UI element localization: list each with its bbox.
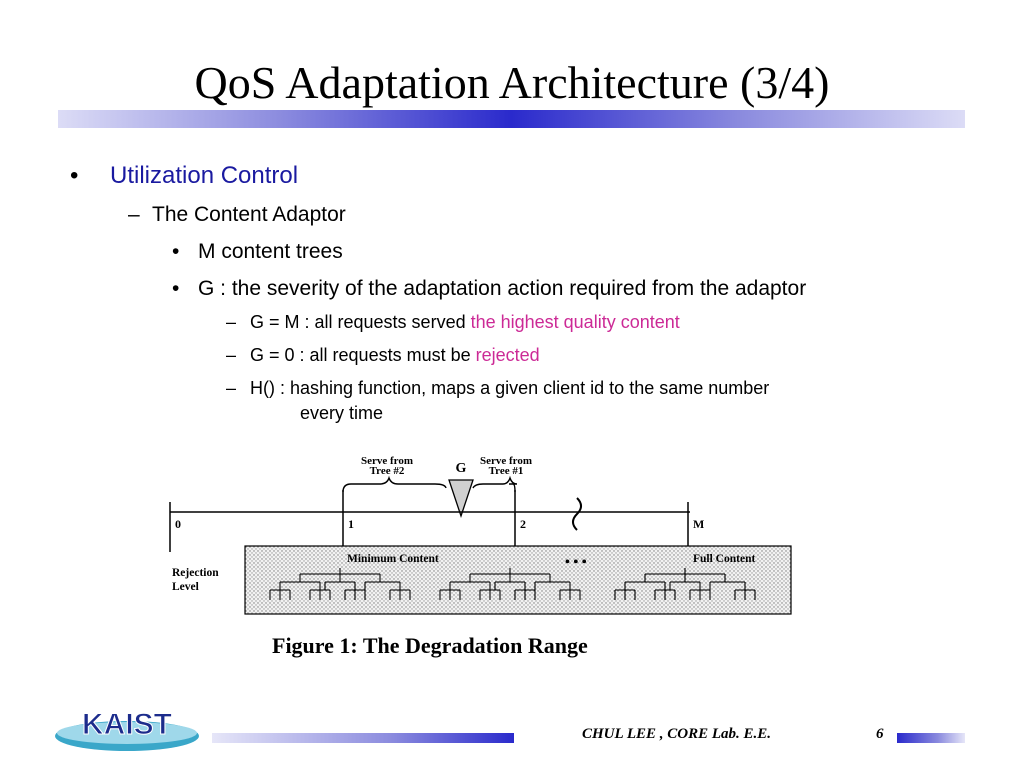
full-content-label: Full Content [693,553,756,565]
ellipsis-dots: • • • [565,555,587,570]
dash-icon: – [226,378,237,398]
bullet-utilization-control [70,162,298,190]
serve-tree1-label-line2: Tree #1 [488,465,524,477]
dot-icon: • [172,240,180,263]
detail-highlight: the highest quality content [470,312,680,332]
dot-icon: • [172,277,180,300]
sub-sub-bullet-label: G : the severity of the adaptation action required from the adaptor [198,277,807,300]
tick-label-0: 0 [175,517,181,531]
detail-hash-function [226,378,769,399]
slide-title: QoS Adaptation Architecture (3/4) [194,57,830,108]
axis-break-icon [573,498,581,530]
detail-prefix: G = 0 : all requests must be [250,345,476,365]
detail-prefix: H() : hashing function, maps a given client id to the same number [250,378,770,398]
brace-tree1 [473,478,517,492]
bullet-icon: • [70,162,79,189]
tick-label-2: 2 [520,517,526,531]
detail-g-equals-zero [226,345,540,366]
kaist-logo-icon [52,700,202,755]
dash-icon: – [128,203,140,226]
rejection-level-label-line1: Rejection [172,567,219,579]
figure-caption: Figure 1: The Degradation Range [272,633,588,658]
detail-prefix: G = M : all requests served [250,312,471,332]
g-marker-icon [449,480,473,516]
title-underline-bar [58,110,965,128]
bullet-label: Utilization Control [110,162,299,189]
detail-highlight: rejected [475,345,540,365]
dash-icon: – [226,345,237,365]
minimum-content-label: Minimum Content [347,553,439,565]
sub-sub-bullet-m-trees [172,240,343,264]
dash-icon: – [226,312,237,332]
sub-sub-bullet-label: M content trees [198,240,343,263]
tick-label-1: 1 [348,517,354,531]
page-number: 6 [876,726,884,742]
footer-bar-right [897,733,965,743]
sub-sub-bullet-g-severity [172,277,806,301]
logo-text: KAIST [82,708,172,741]
tick-label-m: M [693,517,705,531]
brace-tree2 [343,478,446,492]
degradation-range-figure [165,450,805,620]
detail-g-equals-m [226,312,680,333]
sub-bullet-content-adaptor [128,203,346,227]
serve-tree2-label-line1: Serve from [360,455,414,467]
detail-hash-continuation: every time [300,403,384,423]
g-label: G [455,461,467,476]
rejection-level-label-line2: Level [172,581,199,593]
serve-tree1-label-line1: Serve from [479,455,533,467]
footer-bar-left [212,733,514,743]
sub-bullet-label: The Content Adaptor [152,203,346,226]
footer-author: CHUL LEE , CORE Lab. E.E. [582,726,772,742]
serve-tree2-label-line2: Tree #2 [369,465,405,477]
